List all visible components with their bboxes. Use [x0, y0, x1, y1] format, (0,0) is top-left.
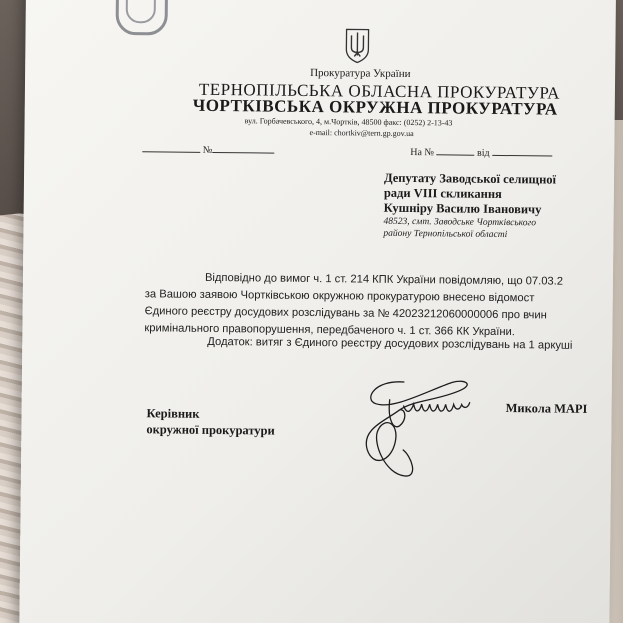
- signatory-title-line-2: окружної прокуратури: [146, 422, 275, 438]
- addressee-name: Кушніру Василю Івановичу: [383, 200, 542, 217]
- office-address: вул. Горбачевського, 4, м.Чортків, 48500 факс: (0252) 2-13-43: [244, 116, 453, 128]
- body-line-1: Відповідно до вимог ч. 1 ст. 214 КПК України повідомляю, що 07.03.2: [204, 271, 564, 288]
- signatory-title-line-1: Керівник: [146, 406, 200, 421]
- addressee-line-2: ради VIII скликання: [383, 185, 502, 201]
- outgoing-number-line: [142, 142, 274, 156]
- addressee-block: [383, 171, 556, 242]
- regional-office-title: ТЕРНОПІЛЬСЬКА ОБЛАСНА ПРОКУРАТУРА: [198, 79, 561, 103]
- handwritten-signature: [333, 369, 484, 491]
- reply-reference-line: [410, 145, 552, 159]
- enclosure-note: Додаток: витяг з Єдиного реєстру досудових розслідувань на 1 аркуші: [207, 335, 573, 352]
- letter-body: [144, 269, 615, 342]
- signatory-name: Микола МАРІ: [505, 401, 588, 416]
- number-mark: №: [202, 144, 213, 156]
- body-line-4: кримінального правопорушення, передбаченого ч. 1 ст. 366 КК України.: [144, 322, 516, 339]
- district-office-title: ЧОРТКІВСЬКА ОКРУЖНА ПРОКУРАТУРА: [192, 95, 558, 119]
- in-reply-label: На №: [410, 147, 435, 159]
- letter-sheet: [19, 0, 616, 623]
- addressee-address-1: 48523, смт. Заводське Чортківського: [383, 216, 537, 229]
- body-line-3: Єдиного реєстру досудових розслідувань за № 42023212060000006 про вчин: [144, 305, 547, 322]
- ministry-title: Прокуратура України: [310, 66, 411, 81]
- office-email: e-mail: chortkiv@tern.gp.gov.ua: [309, 127, 414, 139]
- signatory-title: [146, 405, 275, 438]
- addressee-address-2: району Тернопільської області: [383, 228, 508, 241]
- body-line-2: за Вашою заявою Чортківською окружною прокуратурою внесено відомост: [144, 288, 535, 305]
- from-label: від: [476, 147, 490, 159]
- coat-of-arms-icon: [343, 27, 371, 63]
- addressee-line-1: Депутату Заводської селищної: [383, 170, 557, 187]
